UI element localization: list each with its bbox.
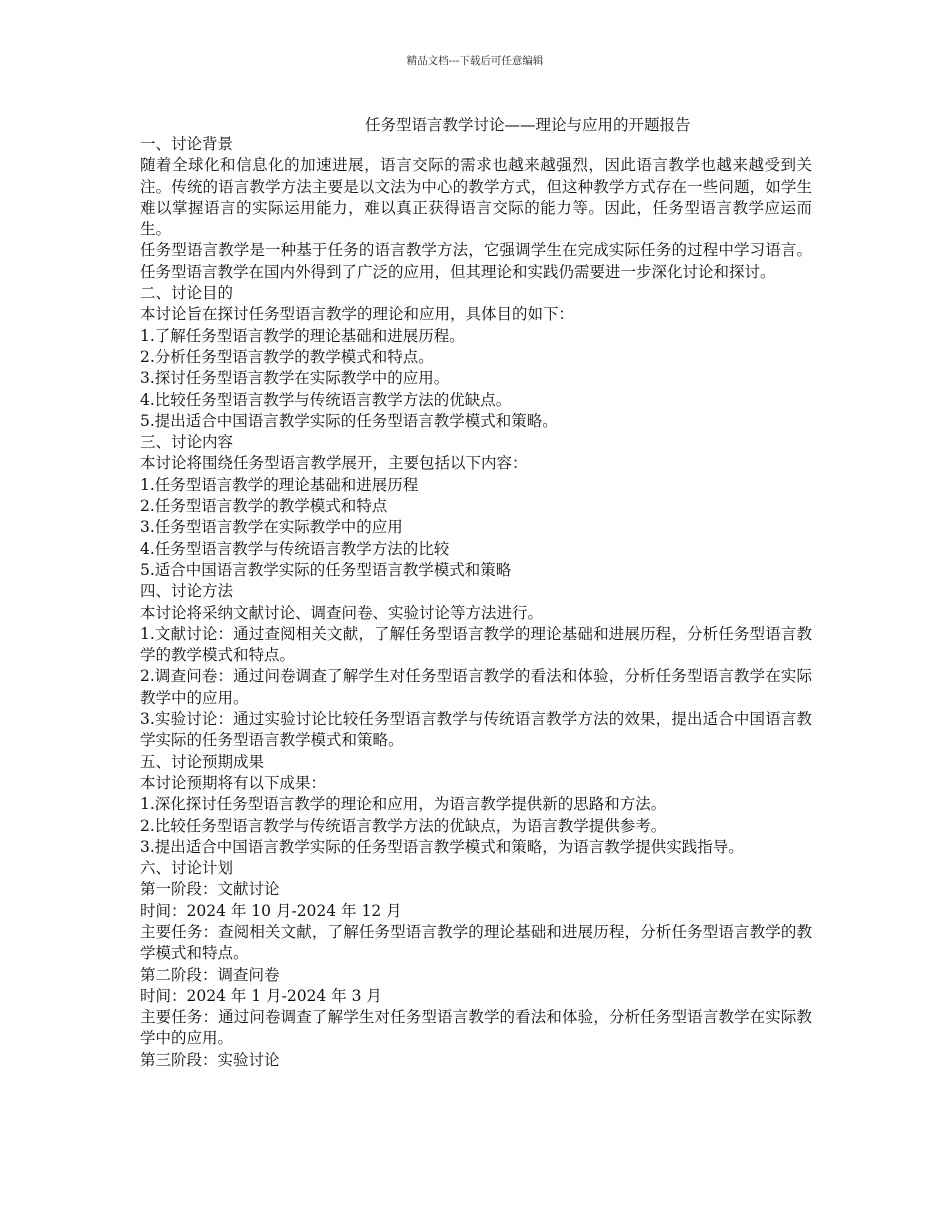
list-item: 4.任务型语言教学与传统语言教学方法的比较	[140, 539, 450, 558]
list-item: 3.任务型语言教学在实际教学中的应用	[140, 518, 403, 537]
list-item: 2.分析任务型语言教学的教学模式和特点。	[140, 347, 434, 366]
phase-task: 主要任务：通过问卷调查了解学生对任务型语言教学的看法和体验，分析任务型语言教学在实际教学中的应用。	[140, 1008, 812, 1048]
list-item: 3.提出适合中国语言教学实际的任务型语言教学模式和策略，为语言教学提供实践指导。	[140, 837, 744, 856]
list-item: 1.了解任务型语言教学的理论基础和进展历程。	[140, 326, 465, 345]
section-heading: 五、讨论预期成果	[140, 752, 265, 771]
list-item: 5.提出适合中国语言教学实际的任务型语言教学模式和策略。	[140, 411, 558, 430]
section-heading: 四、讨论方法	[140, 582, 234, 601]
phase-time: 时间：2024 年 1 月-2024 年 3 月	[140, 986, 382, 1005]
phase-time: 时间：2024 年 10 月-2024 年 12 月	[140, 901, 402, 920]
page-header: 精品文档---下载后可任意编辑	[406, 55, 544, 67]
phase-heading: 第二阶段：调查问卷	[140, 965, 280, 984]
list-item: 2.任务型语言教学的教学模式和特点	[140, 497, 388, 516]
list-item: 3.实验讨论：通过实验讨论比较任务型语言教学与传统语言教学方法的效果，提出适合中国语言教学实际的任务型语言教学模式和策略。	[140, 710, 812, 750]
section-heading: 六、讨论计划	[140, 859, 234, 878]
paragraph: 本讨论将采纳文献讨论、调查问卷、实验讨论等方法进行。	[140, 603, 544, 622]
list-item: 1.文献讨论：通过查阅相关文献，了解任务型语言教学的理论基础和进展历程，分析任务型语言教学的教学模式和特点。	[140, 624, 812, 665]
paragraph: 任务型语言教学是一种基于任务的语言教学方法，它强调学生在完成实际任务的过程中学习语言。任务型语言教学在国内外得到了广泛的应用，但其理论和实践仍需要进一步深化讨论和探讨。	[140, 241, 812, 281]
list-item: 2.调查问卷：通过问卷调查了解学生对任务型语言教学的看法和体验，分析任务型语言教学在实际教学中的应用。	[140, 667, 812, 707]
list-item: 1.深化探讨任务型语言教学的理论和应用，为语言教学提供新的思路和方法。	[140, 795, 667, 814]
section-heading: 二、讨论目的	[140, 284, 234, 303]
paragraph: 本讨论预期将有以下成果：	[140, 773, 327, 792]
paragraph: 本讨论将围绕任务型语言教学展开，主要包括以下内容：	[140, 454, 528, 473]
phase-heading: 第一阶段：文献讨论	[140, 880, 280, 899]
section-heading: 三、讨论内容	[140, 433, 234, 452]
phase-heading: 第三阶段：实验讨论	[140, 1050, 280, 1069]
list-item: 5.适合中国语言教学实际的任务型语言教学模式和策略	[140, 560, 512, 579]
list-item: 3.探讨任务型语言教学在实际教学中的应用。	[140, 369, 450, 388]
phase-task: 主要任务：查阅相关文献，了解任务型语言教学的理论基础和进展历程，分析任务型语言教学的教学模式和特点。	[140, 922, 812, 963]
list-item: 2.比较任务型语言教学与传统语言教学方法的优缺点，为语言教学提供参考。	[140, 816, 667, 835]
list-item: 4.比较任务型语言教学与传统语言教学方法的优缺点。	[140, 390, 512, 409]
document-body	[140, 134, 812, 1071]
document-title: 任务型语言教学讨论——理论与应用的开题报告	[365, 116, 691, 134]
section-heading: 一、讨论背景	[140, 135, 234, 153]
list-item: 1.任务型语言教学的理论基础和进展历程	[140, 475, 419, 494]
paragraph: 随着全球化和信息化的加速进展，语言交际的需求也越来越强烈，因此语言教学也越来越受到关注。传统的语言教学方法主要是以文法为中心的教学方式，但这种教学方式存在一些问题，如学生难以掌握语言的实际运用能力，难以真正获得语言交际的能力等。因此，任务型语言教学应运而生。	[140, 156, 812, 239]
paragraph: 本讨论旨在探讨任务型语言教学的理论和应用，具体目的如下：	[140, 305, 575, 324]
